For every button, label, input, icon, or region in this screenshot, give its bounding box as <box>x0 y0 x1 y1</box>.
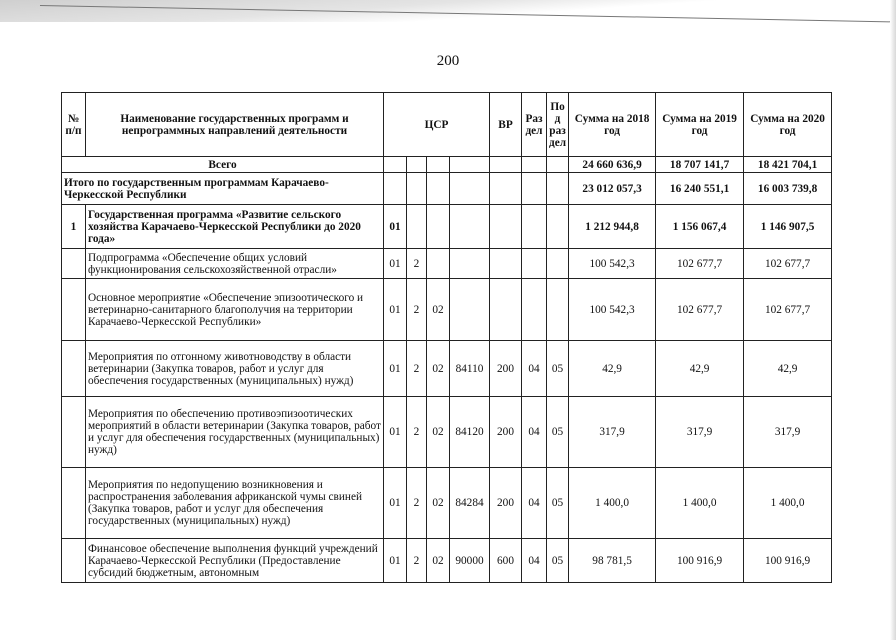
row-podrazdel: 05 <box>547 341 569 397</box>
total-sum-2018: 24 660 636,9 <box>569 157 656 173</box>
total-sum-2019: 18 707 141,7 <box>656 157 744 173</box>
empty-cell <box>490 157 522 173</box>
row-vr <box>490 279 522 341</box>
programs-total-sum-2020: 16 003 739,8 <box>744 173 832 205</box>
row-csr-subprogram: 2 <box>407 341 427 397</box>
row-csr-event <box>427 249 450 279</box>
row-vr: 200 <box>490 397 522 468</box>
row-sum-2019: 42,9 <box>656 341 744 397</box>
row-csr-direction: 90000 <box>450 539 490 583</box>
row-sum-2019: 1 156 067,4 <box>656 205 744 249</box>
header-sum-2020: Сумма на 2020 год <box>744 93 832 157</box>
header-razdel: Раз дел <box>522 93 547 157</box>
row-sum-2018: 1 212 944,8 <box>569 205 656 249</box>
row-num <box>62 249 86 279</box>
empty-cell <box>384 173 407 205</box>
row-sum-2020: 102 677,7 <box>744 279 832 341</box>
row-num <box>62 468 86 539</box>
programs-total-sum-2018: 23 012 057,3 <box>569 173 656 205</box>
header-podrazdel: По д раз дел <box>547 93 569 157</box>
row-sum-2019: 100 916,9 <box>656 539 744 583</box>
row-sum-2018: 98 781,5 <box>569 539 656 583</box>
row-csr-event: 02 <box>427 539 450 583</box>
row-vr <box>490 249 522 279</box>
header-sum-2019: Сумма на 2019 год <box>656 93 744 157</box>
table-row <box>62 249 832 279</box>
row-csr-direction <box>450 205 490 249</box>
row-csr-event <box>427 205 450 249</box>
row-csr-event: 02 <box>427 397 450 468</box>
row-csr-program: 01 <box>384 397 407 468</box>
row-sum-2020: 102 677,7 <box>744 249 832 279</box>
row-name: Мероприятия по недопущению возникновения и распространения заболевания африканской чумы свиней (Закупка товаров, работ и услуг для обеспечения государственных (муниципальных) нужд) <box>86 468 384 539</box>
row-num <box>62 341 86 397</box>
row-csr-program: 01 <box>384 249 407 279</box>
row-csr-subprogram <box>407 205 427 249</box>
row-csr-program: 01 <box>384 341 407 397</box>
row-csr-direction: 84110 <box>450 341 490 397</box>
row-num <box>62 397 86 468</box>
table-row <box>62 205 832 249</box>
row-csr-event: 02 <box>427 341 450 397</box>
empty-cell <box>384 157 407 173</box>
row-csr-program: 01 <box>384 279 407 341</box>
row-csr-event: 02 <box>427 468 450 539</box>
row-razdel <box>522 279 547 341</box>
row-csr-program: 01 <box>384 539 407 583</box>
row-csr-subprogram: 2 <box>407 397 427 468</box>
table-header-row <box>62 93 832 157</box>
empty-cell <box>522 173 547 205</box>
empty-cell <box>450 173 490 205</box>
table-row <box>62 468 832 539</box>
table-row <box>62 279 832 341</box>
row-name: Основное мероприятие «Обеспечение эпизоотического и ветеринарно-санитарного благополучия на территории Карачаево-Черкесской Республики» <box>86 279 384 341</box>
row-razdel <box>522 205 547 249</box>
table-row <box>62 539 832 583</box>
row-sum-2018: 42,9 <box>569 341 656 397</box>
row-vr: 600 <box>490 539 522 583</box>
row-csr-program: 01 <box>384 468 407 539</box>
row-sum-2019: 102 677,7 <box>656 249 744 279</box>
row-razdel: 04 <box>522 539 547 583</box>
row-podrazdel <box>547 205 569 249</box>
row-csr-subprogram: 2 <box>407 468 427 539</box>
table-row <box>62 397 832 468</box>
row-sum-2018: 100 542,3 <box>569 279 656 341</box>
row-sum-2019: 1 400,0 <box>656 468 744 539</box>
programs-total-row <box>62 173 832 205</box>
header-csr: ЦСР <box>384 93 490 157</box>
row-sum-2020: 100 916,9 <box>744 539 832 583</box>
row-name: Финансовое обеспечение выполнения функций учреждений Карачаево-Черкесской Республики (Предоставление субсидий бюджетным, автономным <box>86 539 384 583</box>
row-name: Мероприятия по обеспечению противоэпизоотических мероприятий в области ветеринарии (Закупка товаров, работ и услуг для обеспечения государственных (муниципальных) нужд) <box>86 397 384 468</box>
programs-total-sum-2019: 16 240 551,1 <box>656 173 744 205</box>
header-vr: ВР <box>490 93 522 157</box>
row-sum-2020: 1 146 907,5 <box>744 205 832 249</box>
empty-cell <box>547 173 569 205</box>
table-row <box>62 341 832 397</box>
scan-shadow-right <box>890 0 896 640</box>
row-sum-2020: 1 400,0 <box>744 468 832 539</box>
row-num: 1 <box>62 205 86 249</box>
row-vr <box>490 205 522 249</box>
row-podrazdel <box>547 279 569 341</box>
empty-cell <box>407 157 427 173</box>
row-num <box>62 279 86 341</box>
total-row <box>62 157 832 173</box>
row-name: Государственная программа «Развитие сельского хозяйства Карачаево-Черкесской Республики до 2020 года» <box>86 205 384 249</box>
page-number: 200 <box>436 53 460 69</box>
row-sum-2018: 100 542,3 <box>569 249 656 279</box>
row-name: Мероприятия по отгонному животноводству в области ветеринарии (Закупка товаров, работ и услуг для обеспечения государственных (муниципальных) нужд) <box>86 341 384 397</box>
header-name: Наименование государственных программ и непрограммных направлений деятельности <box>86 93 384 157</box>
row-name: Подпрограмма «Обеспечение общих условий функционирования сельскохозяйственной отрасли» <box>86 249 384 279</box>
row-sum-2018: 317,9 <box>569 397 656 468</box>
row-csr-direction <box>450 249 490 279</box>
row-sum-2019: 317,9 <box>656 397 744 468</box>
empty-cell <box>522 157 547 173</box>
row-num <box>62 539 86 583</box>
row-vr: 200 <box>490 468 522 539</box>
row-sum-2018: 1 400,0 <box>569 468 656 539</box>
row-razdel: 04 <box>522 341 547 397</box>
row-csr-subprogram: 2 <box>407 249 427 279</box>
row-sum-2020: 42,9 <box>744 341 832 397</box>
empty-cell <box>427 157 450 173</box>
row-podrazdel: 05 <box>547 539 569 583</box>
empty-cell <box>547 157 569 173</box>
row-sum-2019: 102 677,7 <box>656 279 744 341</box>
row-razdel <box>522 249 547 279</box>
budget-table <box>61 92 832 583</box>
row-razdel: 04 <box>522 397 547 468</box>
total-label: Всего <box>62 157 384 173</box>
row-csr-program: 01 <box>384 205 407 249</box>
header-sum-2018: Сумма на 2018 год <box>569 93 656 157</box>
row-podrazdel <box>547 249 569 279</box>
row-csr-direction: 84120 <box>450 397 490 468</box>
programs-total-label: Итого по государственным программам Карачаево-Черкесской Республики <box>62 173 384 205</box>
row-razdel: 04 <box>522 468 547 539</box>
empty-cell <box>427 173 450 205</box>
row-csr-event: 02 <box>427 279 450 341</box>
empty-cell <box>407 173 427 205</box>
row-vr: 200 <box>490 341 522 397</box>
row-csr-direction <box>450 279 490 341</box>
total-sum-2020: 18 421 704,1 <box>744 157 832 173</box>
row-csr-subprogram: 2 <box>407 539 427 583</box>
row-podrazdel: 05 <box>547 468 569 539</box>
empty-cell <box>450 157 490 173</box>
row-sum-2020: 317,9 <box>744 397 832 468</box>
row-podrazdel: 05 <box>547 397 569 468</box>
row-csr-subprogram: 2 <box>407 279 427 341</box>
empty-cell <box>490 173 522 205</box>
row-csr-direction: 84284 <box>450 468 490 539</box>
header-num: № п/п <box>62 93 86 157</box>
